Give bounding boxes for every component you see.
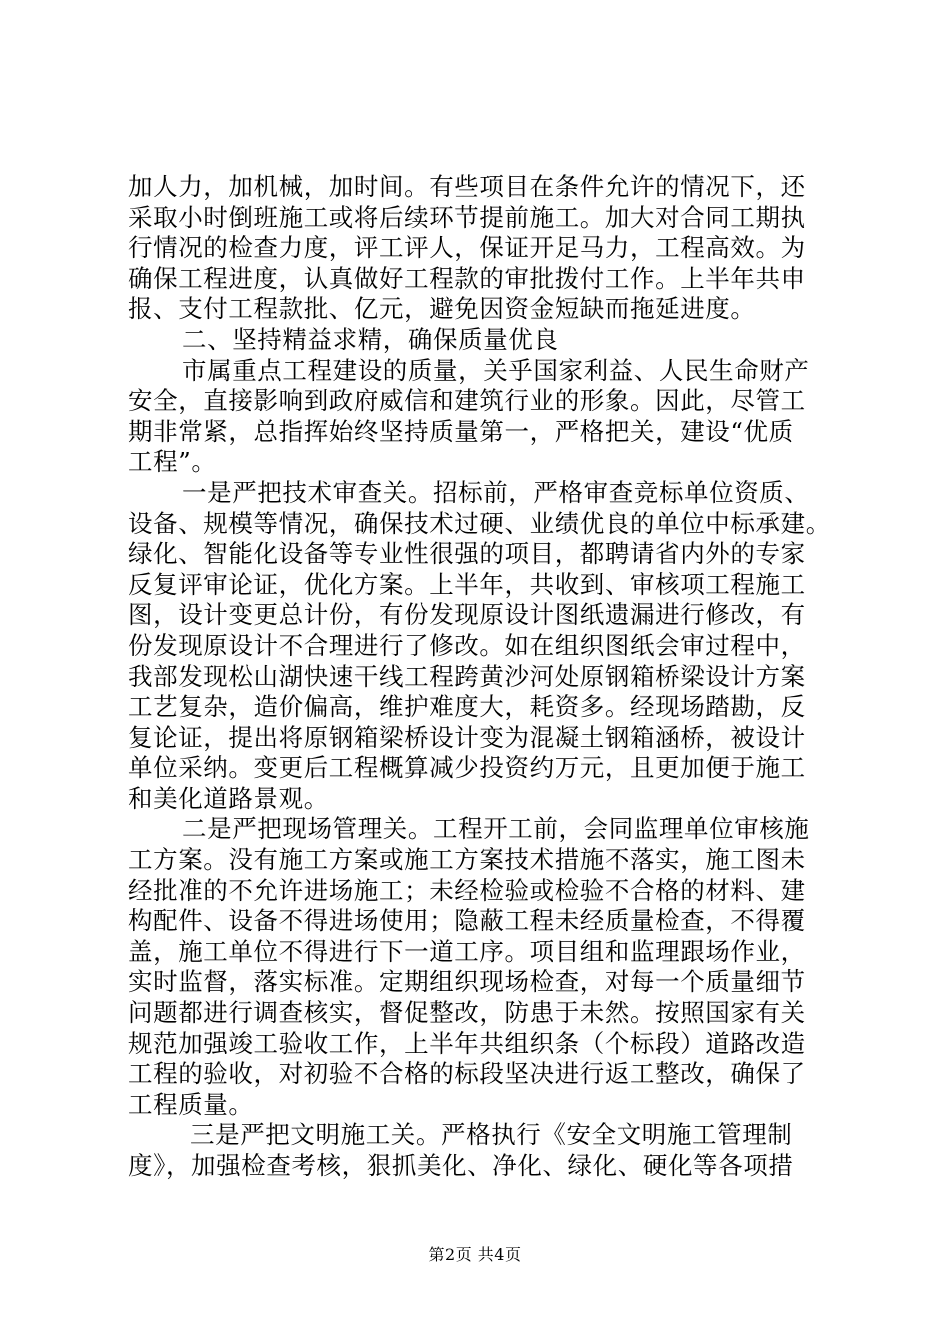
text-line: 二是严把现场管理关。工程开工前，会同监理单位审核施 <box>182 814 810 844</box>
document-body <box>128 172 831 1182</box>
text-line: 经批准的不允许进场施工；未经检验或检验不合格的材料、建 <box>128 875 806 905</box>
text-line: 采取小时倒班施工或将后续环节提前施工。加大对合同工期执 <box>128 202 806 232</box>
text-line: 图，设计变更总计份，有份发现原设计图纸遗漏进行修改，有 <box>128 600 806 630</box>
text-line: 反复评审论证，优化方案。上半年，共收到、审核项工程施工 <box>128 569 806 599</box>
text-line: 工程质量。 <box>128 1089 254 1119</box>
text-line: 加人力，加机械，加时间。有些项目在条件允许的情况下，还 <box>128 172 806 201</box>
text-line: 工艺复杂，造价偏高，维护难度大，耗资多。经现场踏勘，反 <box>128 692 806 722</box>
text-line: 实时监督，落实标准。定期组织现场检查，对每一个质量细节 <box>128 967 806 997</box>
text-line: 我部发现松山湖快速干线工程跨黄沙河处原钢箱桥梁设计方案 <box>128 661 806 691</box>
text-line: 期非常紧，总指挥始终坚持质量第一，严格把关，建设“优质 <box>128 416 794 446</box>
text-line: 市属重点工程建设的质量，关乎国家利益、人民生命财产 <box>182 355 810 385</box>
text-line: 工程”。 <box>128 447 217 477</box>
text-line: 复论证，提出将原钢箱梁桥设计变为混凝土钢箱涵桥，被设计 <box>128 722 806 752</box>
page-number-footer: 第2页 共4页 <box>428 1245 522 1264</box>
text-line: 问题都进行调查核实，督促整改，防患于未然。按照国家有关 <box>128 998 806 1028</box>
text-line: 规范加强竣工验收工作，上半年共组织条（个标段）道路改造 <box>128 1028 806 1058</box>
text-line: 和美化道路景观。 <box>128 783 329 813</box>
text-line: 份发现原设计不合理进行了修改。如在组织图纸会审过程中， <box>128 630 806 660</box>
text-line: 绿化、智能化设备等专业性很强的项目，都聘请省内外的专家 <box>128 539 806 569</box>
text-line: 确保工程进度，认真做好工程款的审批拨付工作。上半年共申 <box>128 263 806 293</box>
text-line: 行情况的检查力度，评工评人，保证开足马力，工程高效。为 <box>128 233 806 263</box>
text-line: 度》，加强检查考核，狠抓美化、净化、绿化、硬化等各项措 <box>128 1151 794 1180</box>
text-line: 单位采纳。变更后工程概算减少投资约万元，且更加便于施工 <box>128 753 806 783</box>
text-line: 一是严把技术审查关。招标前，严格审查竞标单位资质、 <box>182 477 810 507</box>
text-line: 工程的验收，对初验不合格的标段坚决进行返工整改，确保了 <box>128 1059 806 1089</box>
text-line: 安全，直接影响到政府威信和建筑行业的形象。因此，尽管工 <box>128 386 806 416</box>
section-heading: 二、坚持精益求精，确保质量优良 <box>182 324 559 354</box>
text-line: 三是严把文明施工关。严格执行《安全文明施工管理制 <box>190 1120 793 1150</box>
text-line: 报、支付工程款批、亿元，避免因资金短缺而拖延进度。 <box>128 294 756 324</box>
text-line: 工方案。没有施工方案或施工方案技术措施不落实，施工图未 <box>128 845 806 875</box>
text-line: 构配件、设备不得进场使用；隐蔽工程未经质量检查，不得覆 <box>128 906 806 936</box>
text-line: 设备、规模等情况，确保技术过硬、业绩优良的单位中标承建。 <box>128 508 831 538</box>
text-line: 盖，施工单位不得进行下一道工序。项目组和监理跟场作业， <box>128 936 806 966</box>
